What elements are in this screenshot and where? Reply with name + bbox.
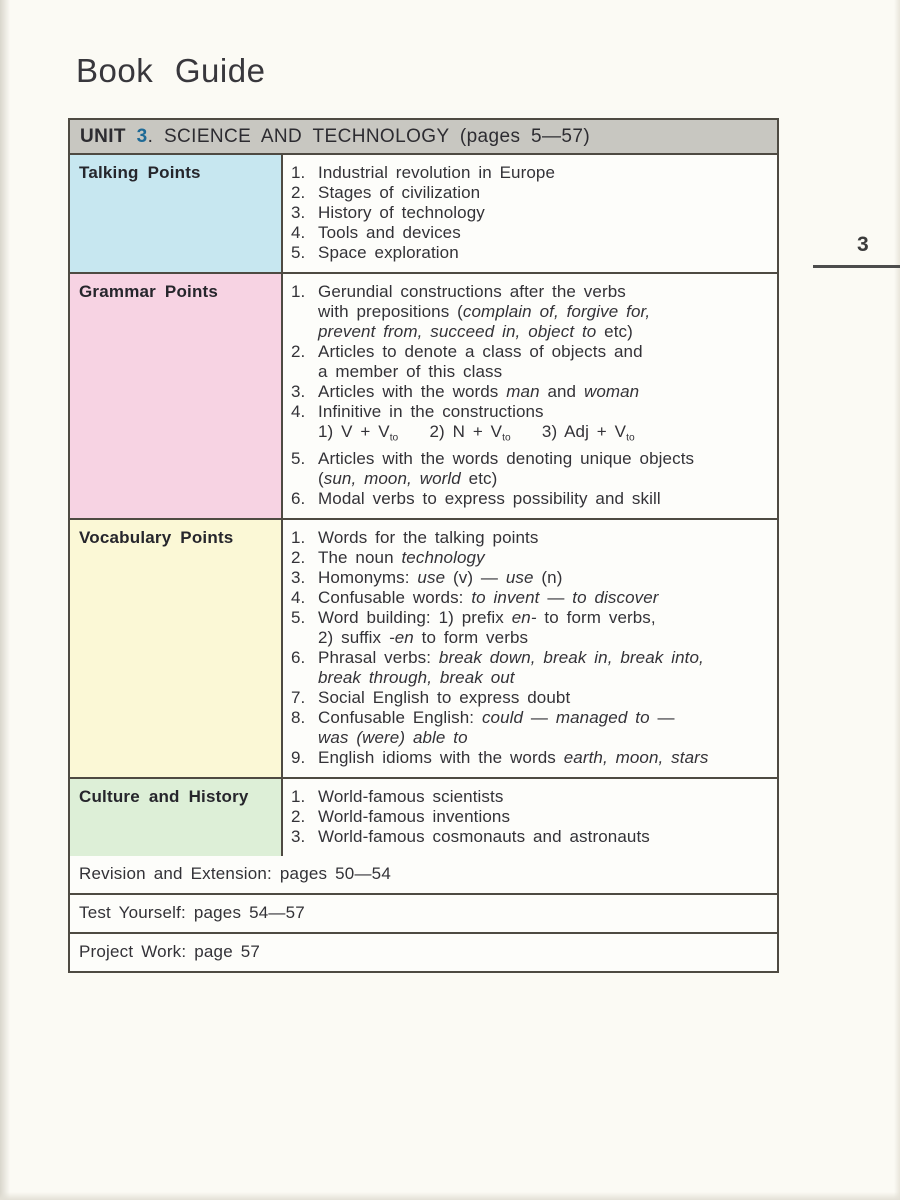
list-item: [291, 568, 771, 588]
list-item: [291, 382, 771, 402]
list-item-number: 2.: [291, 342, 306, 361]
list-item: [291, 608, 771, 648]
list-item-number: 2.: [291, 183, 306, 202]
list-item: [291, 203, 771, 223]
section-row-vocabulary-points: [70, 520, 777, 779]
page-number-rule: [813, 265, 900, 268]
list-item-text: World-famous inventions: [318, 806, 511, 826]
list-item: [291, 282, 771, 342]
list-item-text: Stages of civilization: [318, 183, 481, 202]
unit-title: . SCIENCE AND TECHNOLOGY (pages 5—57): [147, 126, 591, 147]
section-label: Talking Points: [70, 155, 283, 272]
list-item-number: 1.: [291, 786, 306, 806]
section-label: Grammar Points: [70, 274, 283, 518]
table-body: [70, 155, 777, 856]
list-item-number: 7.: [291, 687, 306, 707]
list-item-number: 5.: [291, 607, 306, 627]
scan-edge-shadow-bottom: [0, 1192, 900, 1200]
footer-row-project-work: Project Work: page 57: [79, 941, 261, 961]
list-item-number: 6.: [291, 488, 306, 508]
list-item-text: Articles with the words man and woman: [318, 382, 640, 401]
section-content: [283, 155, 777, 272]
list-item-text: English idioms with the words earth, moon, stars: [318, 747, 709, 767]
list-item: [291, 243, 771, 263]
list-item-number: 5.: [291, 448, 306, 468]
list-item-number: 8.: [291, 707, 306, 727]
section-label: Vocabulary Points: [70, 520, 283, 777]
list-item: [291, 489, 771, 509]
list-item-number: 3.: [291, 826, 306, 846]
list-item: [291, 588, 771, 608]
footer-row-revision-and-extension: Revision and Extension: pages 50—54: [70, 856, 777, 895]
list-item-text: Word building: 1) prefix en- to form verbs, 2) suffix -en to form verbs: [318, 607, 656, 647]
list-item-number: 4.: [291, 402, 306, 421]
list-item: [291, 449, 771, 489]
list-item-number: 2.: [291, 547, 306, 567]
list-item: [291, 648, 771, 688]
list-item: [291, 342, 771, 382]
unit-number: 3: [136, 126, 148, 147]
footer-row-test-yourself: Test Yourself: pages 54—57: [70, 895, 777, 934]
list-item-text: World-famous scientists: [318, 786, 504, 806]
list-item-text: Social English to express doubt: [318, 687, 571, 707]
list-item-text: Phrasal verbs: break down, break in, break into, break through, break out: [318, 647, 704, 687]
list-item: [291, 183, 771, 203]
page-title: Book Guide: [76, 52, 266, 89]
section-label: Culture and History: [70, 779, 283, 856]
list-item-text: Space exploration: [318, 243, 459, 262]
list-item-number: 9.: [291, 747, 306, 767]
list-item-text: History of technology: [318, 203, 485, 222]
list-item: [291, 163, 771, 183]
list-item-text: Infinitive in the constructions 1) $V + V_{to}$ 2) $N + V_{to}$ 3) Adj + $V_{to}$: [318, 402, 635, 444]
list-item: [291, 748, 771, 768]
list-item-text: Articles with the words denoting unique objects (sun, moon, world etc): [318, 448, 695, 488]
list-item-text: Confusable words: to invent — to discover: [318, 587, 659, 607]
list-item-text: The noun technology: [318, 547, 485, 567]
list-item-text: Articles to denote a class of objects and a member of this class: [318, 342, 643, 381]
scan-edge-shadow-right: [894, 0, 900, 1200]
list-item-number: 1.: [291, 282, 306, 301]
list-item-number: 1.: [291, 527, 306, 547]
section-content: [283, 779, 777, 856]
section-row-grammar-points: [70, 274, 777, 520]
list-item: [291, 807, 771, 827]
list-item: [291, 827, 771, 847]
list-item-text: Modal verbs to express possibility and skill: [318, 488, 661, 508]
list-item-text: World-famous cosmonauts and astronauts: [318, 826, 650, 846]
list-item-number: 2.: [291, 806, 306, 826]
unit-label: UNIT: [80, 126, 126, 147]
list-item-text: Confusable English: could — managed to — was (were) able to: [318, 707, 675, 747]
list-item-text: Gerundial constructions after the verbs with prepositions (complain of, forgive for, prevent from, succeed in, object to etc): [318, 282, 651, 341]
section-row-culture-and-history: [70, 779, 777, 856]
list-item: [291, 528, 771, 548]
section-content: [283, 274, 777, 518]
list-item: [291, 688, 771, 708]
book-guide-table: [68, 118, 779, 973]
unit-header: [70, 120, 777, 155]
list-item: [291, 402, 771, 449]
page-number-tab: 3: [857, 233, 870, 256]
table-footer-rows: [70, 856, 777, 971]
list-item-number: 4.: [291, 223, 306, 242]
list-item-number: 3.: [291, 203, 306, 222]
list-item: [291, 223, 771, 243]
list-item-text: Homonyms: use (v) — use (n): [318, 567, 563, 587]
section-row-talking-points: [70, 155, 777, 274]
list-item-number: 3.: [291, 567, 306, 587]
list-item: [291, 548, 771, 568]
list-item-number: 5.: [291, 243, 306, 262]
list-item: [291, 708, 771, 748]
list-item: [291, 787, 771, 807]
list-item-number: 3.: [291, 382, 306, 401]
list-item-text: Words for the talking points: [318, 527, 539, 547]
list-item-number: 1.: [291, 163, 306, 182]
scan-edge-shadow-left: [0, 0, 10, 1200]
list-item-text: Tools and devices: [318, 223, 461, 242]
list-item-number: 4.: [291, 587, 306, 607]
list-item-number: 6.: [291, 647, 306, 667]
section-content: [283, 520, 777, 777]
list-item-text: Industrial revolution in Europe: [318, 163, 556, 182]
